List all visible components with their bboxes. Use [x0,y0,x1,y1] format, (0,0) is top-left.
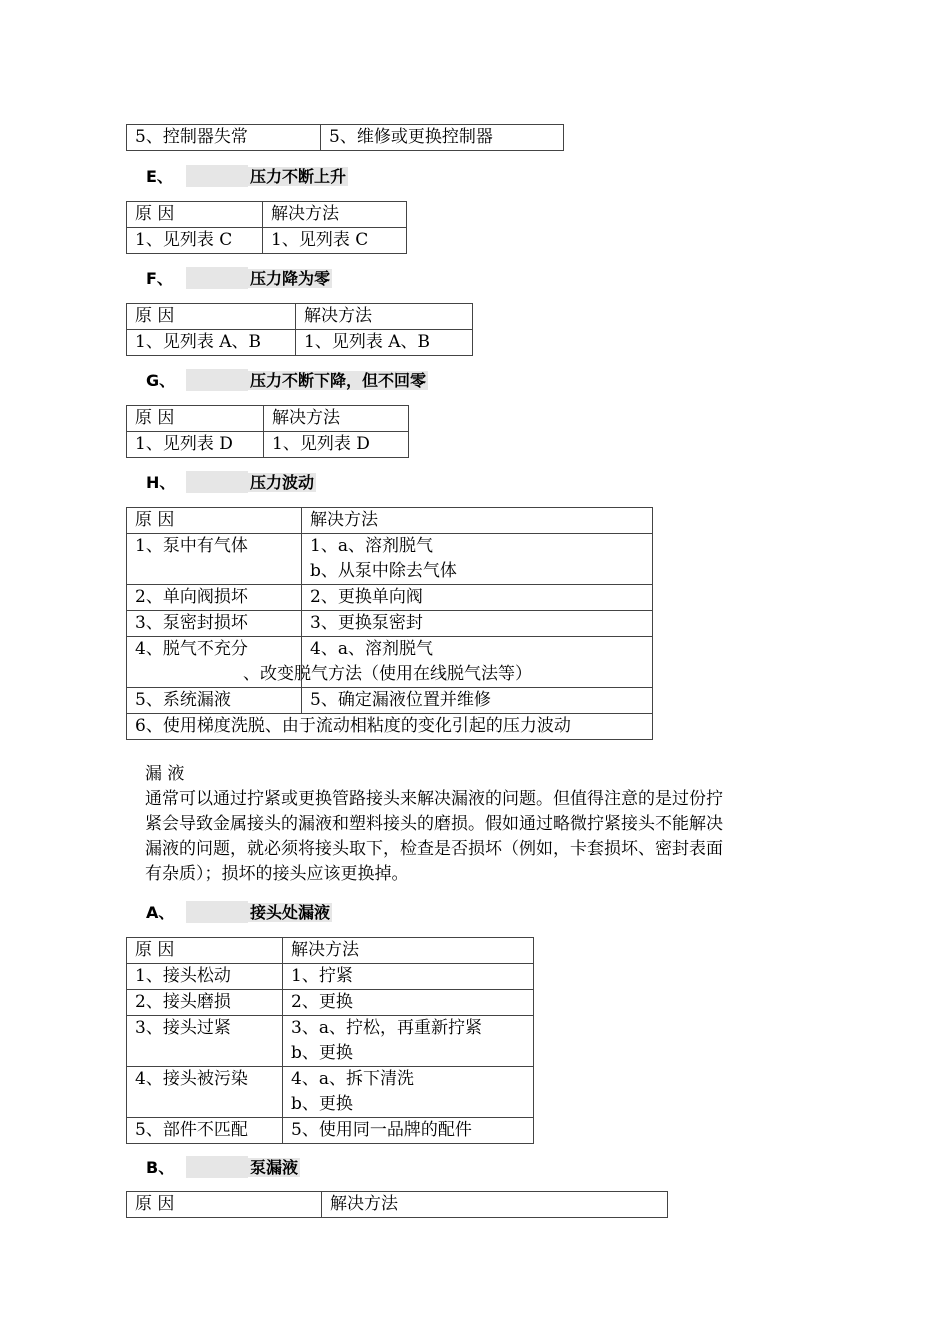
cause-cell: 1、接头松动 [127,964,283,990]
solution-cell: 1、见列表 C [263,228,407,254]
table-g [126,405,409,458]
column-header-cause: 原 因 [127,1192,322,1218]
column-header-cause: 原 因 [127,202,263,228]
table-row [127,1016,534,1067]
table-row [127,125,564,151]
section-heading-e [146,165,348,189]
span-cell: 6、使用梯度洗脱、由于流动相粘度的变化引起的压力波动 [127,714,653,740]
column-header-solution: 解决方法 [264,406,409,432]
table-header-row [127,202,407,228]
table-leak-a [126,937,534,1144]
section-letter: G、 [146,371,176,390]
column-header-cause: 原 因 [127,508,302,534]
solution-line: b、更换 [291,1094,353,1114]
cause-cell: 1、泵中有气体 [127,534,302,585]
cause-cell: 1、见列表 D [127,432,264,458]
section-letter: H、 [146,473,176,492]
cause-cell: 5、系统漏液 [127,688,302,714]
cause-cell: 3、接头过紧 [127,1016,283,1067]
table-row [127,990,534,1016]
cause-cell: 4、接头被污染 [127,1067,283,1118]
table-e [126,201,407,254]
solution-cell: 5、使用同一品牌的配件 [283,1118,534,1144]
solution-cell: 2、更换 [283,990,534,1016]
section-title: 压力不断上升 [250,167,347,186]
table-h [126,507,653,740]
section-letter: A、 [146,903,175,922]
solution-cell [283,1067,534,1118]
column-header-cause: 原 因 [127,304,296,330]
paragraph-line: 有杂质）；损坏的接头应该更换掉。 [145,864,409,884]
section-title: 压力不断下降，但不回零 [250,371,427,390]
table-row [127,1118,534,1144]
section-title: 压力降为零 [250,269,331,288]
column-header-cause: 原 因 [127,938,283,964]
table-c-tail [126,124,564,151]
cause-cell: 1、见列表 C [127,228,263,254]
cause-cell: 5、部件不匹配 [127,1118,283,1144]
column-header-solution: 解决方法 [302,508,653,534]
paragraph-line: 紧会导致金属接头的漏液和塑料接头的磨损。假如通过略微拧紧接头不能解决 [145,814,723,834]
table-leak-b [126,1191,668,1218]
solution-line: b、从泵中除去气体 [310,561,457,581]
paragraph-line: 通常可以通过拧紧或更换管路接头来解决漏液的问题。但值得注意的是过份拧 [145,789,723,809]
table-row [127,1067,534,1118]
cause-cell: 1、见列表 A、B [127,330,296,356]
section-letter: F、 [146,269,173,288]
table-row [127,228,407,254]
table-row [127,964,534,990]
solution-cell: 2、更换单向阀 [302,585,653,611]
solution-cell: 4、a、溶剂脱气 [302,637,653,688]
table-row [127,330,473,356]
solution-line: 3、a、拧松，再重新拧紧 [291,1018,482,1038]
column-header-cause: 原 因 [127,406,264,432]
solution-cell [283,1016,534,1067]
cause-line: 4、脱气不充分 [135,639,248,659]
section-heading-f [146,267,332,291]
solution-cell [302,534,653,585]
table-header-row [127,508,653,534]
section-heading-g [146,369,428,393]
solution-line: b、更换 [291,1043,353,1063]
solution-cell: 5、确定漏液位置并维修 [302,688,653,714]
paragraph-line: 漏液的问题，就必须将接头取下，检查是否损坏（例如，卡套损坏、密封表面 [145,839,723,859]
solution-cell: 1、拧紧 [283,964,534,990]
section-title: 压力波动 [250,473,315,492]
section-heading-leak-b [146,1156,300,1180]
cause-cell: 3、泵密封损坏 [127,611,302,637]
column-header-solution: 解决方法 [283,938,534,964]
leak-section [145,762,815,887]
section-heading-h [146,471,316,495]
table-f [126,303,473,356]
section-letter: E、 [146,167,173,186]
section-title: 泵漏液 [250,1158,299,1177]
table-row [127,714,653,740]
table-row [127,611,653,637]
table-header-row [127,938,534,964]
cause-cell: 5、控制器失常 [127,125,321,151]
table-header-row [127,304,473,330]
cause-cell: 2、接头磨损 [127,990,283,1016]
cause-cell: 2、单向阀损坏 [127,585,302,611]
table-row [127,637,653,688]
table-header-row [127,406,409,432]
table-row [127,432,409,458]
solution-cell: 1、见列表 D [264,432,409,458]
table-row [127,688,653,714]
table-row [127,585,653,611]
solution-line: 4、a、拆下清洗 [291,1069,414,1089]
section-letter: B、 [146,1158,175,1177]
section-heading-leak-a [146,901,332,925]
column-header-solution: 解决方法 [263,202,407,228]
solution-cell: 3、更换泵密封 [302,611,653,637]
table-row [127,534,653,585]
solution-cell: 5、维修或更换控制器 [321,125,564,151]
solution-cell: 1、见列表 A、B [296,330,473,356]
table-header-row [127,1192,668,1218]
solution-line: 1、a、溶剂脱气 [310,536,433,556]
overflow-text: 、改变脱气方法（使用在线脱气法等） [243,664,532,684]
column-header-solution: 解决方法 [296,304,473,330]
section-title: 接头处漏液 [250,903,331,922]
leak-title: 漏 液 [145,764,185,784]
column-header-solution: 解决方法 [322,1192,668,1218]
